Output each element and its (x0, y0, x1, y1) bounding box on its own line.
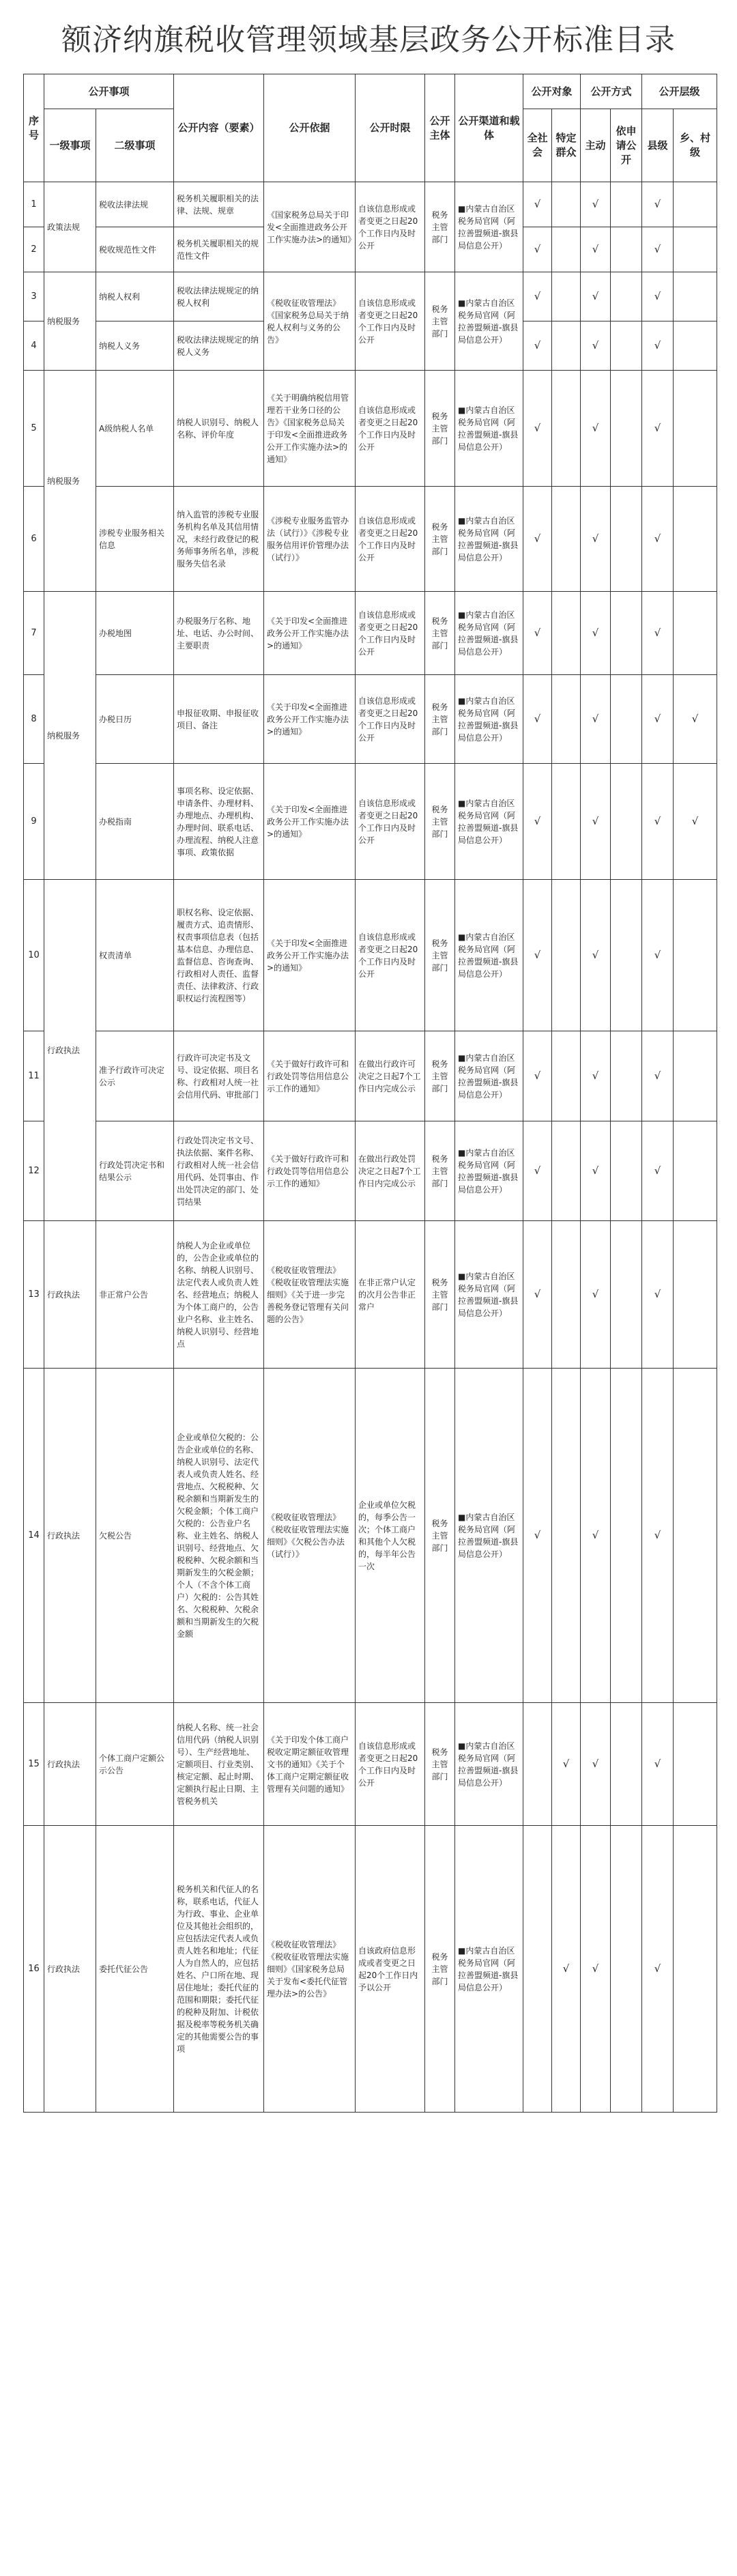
level-county-mark: √ (642, 321, 674, 371)
level-county-mark: √ (642, 1826, 674, 2113)
time-cell: 自该信息形成或者变更之日起20个工作日内及时公开 (356, 592, 425, 675)
subject-cell: 税务主管部门 (425, 592, 455, 675)
level-county-mark: √ (642, 371, 674, 487)
basis-cell: 《税收征收管理法》《国家税务总局关于纳税人权利与义务的公告》 (264, 272, 356, 371)
level-county-mark: √ (642, 1121, 674, 1221)
method-request-mark (611, 1826, 642, 2113)
obj-all-mark: √ (523, 675, 552, 764)
header-row-1 (24, 74, 717, 109)
level-town-mark (674, 1826, 717, 2113)
header-time: 公开时限 (356, 74, 425, 182)
subject-cell: 税务主管部门 (425, 1826, 455, 2113)
content-cell: 行政处罚决定书文号、执法依据、案件名称、行政相对人统一社会信用代码、处罚事由、作出处罚决定的部门、处罚结果 (174, 1121, 264, 1221)
obj-specific-mark: √ (552, 1703, 581, 1826)
channel-cell: ■内蒙古自治区税务局官网（阿拉善盟频道-旗县局信息公开） (455, 182, 523, 272)
time-cell: 自该政府信息形成或者变更之日起20个工作日内予以公开 (356, 1826, 425, 2113)
basis-cell: 《国家税务总局关于印发<全面推进政务公开工作实施办法>的通知》 (264, 182, 356, 272)
content-cell: 纳入监管的涉税专业服务机构名单及其信用情况，未经行政登记的税务师事务所名单，涉税服务失信名录 (174, 487, 264, 592)
obj-specific-mark (552, 880, 581, 1031)
method-active-mark: √ (581, 1121, 611, 1221)
content-cell: 职权名称、设定依据、履责方式、追责情形、权责事项信息表（包括基本信息、办理信息、监督信息、咨询查询、行政相对人责任、监督责任、法律救济、行政职权运行流程图等） (174, 880, 264, 1031)
table-row (24, 487, 717, 592)
obj-specific-mark (552, 592, 581, 675)
channel-cell: ■内蒙古自治区税务局官网（阿拉善盟频道-旗县局信息公开） (455, 1221, 523, 1369)
basis-cell: 《关于印发<全面推进政务公开工作实施办法>的通知》 (264, 592, 356, 675)
level2-item: 个体工商户定额公示公告 (96, 1703, 174, 1826)
level-town-mark (674, 272, 717, 321)
content-cell: 办税服务厅名称、地址、电话、办公时间、主要职责 (174, 592, 264, 675)
level-town-mark (674, 1121, 717, 1221)
obj-specific-mark (552, 487, 581, 592)
table-row (24, 880, 717, 1031)
time-cell: 自该信息形成或者变更之日起20个工作日内及时公开 (356, 675, 425, 764)
method-request-mark (611, 880, 642, 1031)
time-cell: 自该信息形成或者变更之日起20个工作日内及时公开 (356, 272, 425, 371)
obj-specific-mark (552, 1369, 581, 1703)
obj-all-mark: √ (523, 182, 552, 227)
level2-item: 税收规范性文件 (96, 227, 174, 272)
content-cell: 行政许可决定书及文号、设定依据、项目名称、行政相对人统一社会信用代码、审批部门 (174, 1031, 264, 1121)
table-row (24, 1121, 717, 1221)
row-number: 9 (24, 764, 44, 880)
header-level2: 二级事项 (96, 109, 174, 182)
catalog-table (23, 74, 717, 2113)
obj-specific-mark (552, 371, 581, 487)
level1-item: 行政执法 (44, 1369, 96, 1703)
channel-cell: ■内蒙古自治区税务局官网（阿拉善盟频道-旗县局信息公开） (455, 1031, 523, 1121)
header-subject: 公开主体 (425, 74, 455, 182)
level-county-mark: √ (642, 272, 674, 321)
method-active-mark: √ (581, 592, 611, 675)
method-active-mark: √ (581, 675, 611, 764)
obj-specific-mark (552, 272, 581, 321)
method-request-mark (611, 371, 642, 487)
obj-specific-mark: √ (552, 1826, 581, 2113)
time-cell: 企业或单位欠税的，每季公告一次；个体工商户和其他个人欠税的，每半年公告一次 (356, 1369, 425, 1703)
channel-cell: ■内蒙古自治区税务局官网（阿拉善盟频道-旗县局信息公开） (455, 1703, 523, 1826)
level-town-mark (674, 487, 717, 592)
method-request-mark (611, 1031, 642, 1121)
basis-cell: 《税收征收管理法》《税收征收管理法实施细则》《国家税务总局关于发布<委托代征管理办法>的公告》 (264, 1826, 356, 2113)
method-request-mark (611, 321, 642, 371)
channel-cell: ■内蒙古自治区税务局官网（阿拉善盟频道-旗县局信息公开） (455, 880, 523, 1031)
obj-all-mark: √ (523, 1369, 552, 1703)
level-town-mark (674, 321, 717, 371)
level1-item: 行政执法 (44, 1826, 96, 2113)
header-basis: 公开依据 (264, 74, 356, 182)
level-town-mark (674, 227, 717, 272)
basis-cell: 《税收征收管理法》《税收征收管理法实施细则》《欠税公告办法（试行）》 (264, 1369, 356, 1703)
time-cell: 在做出行政许可决定之日起7个工作日内完成公示 (356, 1031, 425, 1121)
obj-specific-mark (552, 764, 581, 880)
level1-item: 政策法规 (44, 182, 96, 272)
subject-cell: 税务主管部门 (425, 182, 455, 272)
method-active-mark: √ (581, 764, 611, 880)
level-county-mark: √ (642, 182, 674, 227)
header-content: 公开内容（要素） (174, 74, 264, 182)
level2-item: 非正常户公告 (96, 1221, 174, 1369)
channel-cell: ■内蒙古自治区税务局官网（阿拉善盟频道-旗县局信息公开） (455, 272, 523, 371)
level-town-mark (674, 1221, 717, 1369)
channel-cell: ■内蒙古自治区税务局官网（阿拉善盟频道-旗县局信息公开） (455, 675, 523, 764)
basis-cell: 《涉税专业服务监管办法（试行）》《涉税专业服务信用评价管理办法（试行）》 (264, 487, 356, 592)
method-request-mark (611, 227, 642, 272)
catalog-table-wrap (23, 74, 717, 2113)
table-row (24, 371, 717, 487)
content-cell: 税务机关履职相关的法律、法规、规章 (174, 182, 264, 227)
method-active-mark: √ (581, 880, 611, 1031)
level2-item: 行政处罚决定书和结果公示 (96, 1121, 174, 1221)
level1-item: 纳税服务 (44, 371, 96, 592)
basis-cell: 《关于印发个体工商户税收定期定额征收管理文书的通知》《关于个体工商户定期定额征收管理有关问题的通知》 (264, 1703, 356, 1826)
subject-cell: 税务主管部门 (425, 1121, 455, 1221)
table-row (24, 272, 717, 321)
level1-item: 纳税服务 (44, 592, 96, 880)
header-obj-all: 全社会 (523, 109, 552, 182)
row-number: 3 (24, 272, 44, 321)
level2-item: 纳税人权利 (96, 272, 174, 321)
obj-specific-mark (552, 1031, 581, 1121)
basis-cell: 《关于做好行政许可和行政处罚等信用信息公示工作的通知》 (264, 1121, 356, 1221)
level2-item: 准予行政许可决定公示 (96, 1031, 174, 1121)
header-method-active: 主动 (581, 109, 611, 182)
level-town-mark (674, 371, 717, 487)
method-active-mark: √ (581, 321, 611, 371)
obj-all-mark: √ (523, 272, 552, 321)
obj-all-mark: √ (523, 592, 552, 675)
level2-item: 办税日历 (96, 675, 174, 764)
method-request-mark (611, 487, 642, 592)
time-cell: 自该信息形成或者变更之日起20个工作日内及时公开 (356, 182, 425, 272)
level-town-mark (674, 182, 717, 227)
time-cell: 自该信息形成或者变更之日起20个工作日内及时公开 (356, 487, 425, 592)
table-row (24, 182, 717, 227)
row-number: 8 (24, 675, 44, 764)
subject-cell: 税务主管部门 (425, 764, 455, 880)
content-cell: 纳税人识别号、纳税人名称、评价年度 (174, 371, 264, 487)
level2-item: 欠税公告 (96, 1369, 174, 1703)
level-town-mark (674, 1703, 717, 1826)
time-cell: 自该信息形成或者变更之日起20个工作日内及时公开 (356, 371, 425, 487)
method-request-mark (611, 675, 642, 764)
level-county-mark: √ (642, 764, 674, 880)
obj-all-mark: √ (523, 1031, 552, 1121)
obj-all-mark: √ (523, 880, 552, 1031)
header-seq: 序号 (24, 74, 44, 182)
subject-cell: 税务主管部门 (425, 1703, 455, 1826)
obj-specific-mark (552, 227, 581, 272)
level1-item: 行政执法 (44, 880, 96, 1221)
basis-cell: 《关于印发<全面推进政务公开工作实施办法>的通知》 (264, 675, 356, 764)
table-row (24, 1221, 717, 1369)
method-request-mark (611, 764, 642, 880)
level-town-mark: √ (674, 764, 717, 880)
header-items-group: 公开事项 (44, 74, 174, 109)
row-number: 15 (24, 1703, 44, 1826)
level1-item: 纳税服务 (44, 272, 96, 371)
row-number: 4 (24, 321, 44, 371)
content-cell: 事项名称、设定依据、申请条件、办理材料、办理地点、办理机构、办理时间、联系电话、办理流程、纳税人注意事项、政策依据 (174, 764, 264, 880)
basis-cell: 《关于明确纳税信用管理若干业务口径的公告》《国家税务总局关于印发<全面推进政务公开工作实施办法>的通知》 (264, 371, 356, 487)
row-number: 11 (24, 1031, 44, 1121)
header-level1: 一级事项 (44, 109, 96, 182)
level2-item: 纳税人义务 (96, 321, 174, 371)
method-request-mark (611, 182, 642, 227)
table-row (24, 1369, 717, 1703)
table-row (24, 675, 717, 764)
header-level-group: 公开层级 (642, 74, 717, 109)
subject-cell: 税务主管部门 (425, 880, 455, 1031)
table-row (24, 1031, 717, 1121)
obj-all-mark (523, 1826, 552, 2113)
method-active-mark: √ (581, 227, 611, 272)
obj-specific-mark (552, 182, 581, 227)
content-cell: 税务机关和代征人的名称，联系电话，代征人为行政、事业、企业单位及其他社会组织的，应包括法定代表人或负责人姓名和地址；代征人为自然人的，应包括姓名、户口所在地、现居住地址；委托代征的范围和期限；委托代征的税种及附加、计税依据及税率等税务机关确定的其他需要公告的事项 (174, 1826, 264, 2113)
obj-all-mark: √ (523, 321, 552, 371)
method-request-mark (611, 1121, 642, 1221)
time-cell: 在做出行政处罚决定之日起7个工作日内完成公示 (356, 1121, 425, 1221)
content-cell: 纳税人为企业或单位的，公告企业或单位的名称、纳税人识别号、法定代表人或负责人姓名、经营地点；纳税人为个体工商户的，公告业户名称、业主姓名、纳税人识别号、经营地点 (174, 1221, 264, 1369)
time-cell: 在非正常户认定的次月公告非正常户 (356, 1221, 425, 1369)
row-number: 16 (24, 1826, 44, 2113)
header-channel: 公开渠道和载体 (455, 74, 523, 182)
time-cell: 自该信息形成或者变更之日起20个工作日内及时公开 (356, 1703, 425, 1826)
basis-cell: 《关于印发<全面推进政务公开工作实施办法>的通知》 (264, 880, 356, 1031)
obj-specific-mark (552, 1121, 581, 1221)
table-row (24, 592, 717, 675)
content-cell: 企业或单位欠税的：公告企业或单位的名称、纳税人识别号、法定代表人或负责人姓名、经营地点、欠税税种、欠税余额和当期新发生的欠税金额；个体工商户欠税的：公告业户名称、业主姓名、纳税人识别号、经营地点、欠税税种、欠税余额和当期新发生的欠税金额；个人（不含个体工商户）欠税的：公告其姓名、欠税税种、欠税余额和当期新发生的欠税金额 (174, 1369, 264, 1703)
obj-all-mark: √ (523, 371, 552, 487)
level2-item: 办税指南 (96, 764, 174, 880)
obj-all-mark: √ (523, 1221, 552, 1369)
method-active-mark: √ (581, 487, 611, 592)
method-active-mark: √ (581, 1369, 611, 1703)
content-cell: 税务机关履职相关的规范性文件 (174, 227, 264, 272)
level-county-mark: √ (642, 1369, 674, 1703)
header-method-group: 公开方式 (581, 74, 642, 109)
level-county-mark: √ (642, 1221, 674, 1369)
header-method-request: 依申请公开 (611, 109, 642, 182)
method-request-mark (611, 1369, 642, 1703)
row-number: 5 (24, 371, 44, 487)
method-request-mark (611, 272, 642, 321)
table-row (24, 1826, 717, 2113)
time-cell: 自该信息形成或者变更之日起20个工作日内及时公开 (356, 880, 425, 1031)
obj-all-mark: √ (523, 764, 552, 880)
method-request-mark (611, 1703, 642, 1826)
method-request-mark (611, 1221, 642, 1369)
obj-all-mark: √ (523, 487, 552, 592)
row-number: 7 (24, 592, 44, 675)
level-county-mark: √ (642, 675, 674, 764)
header-level-county: 县级 (642, 109, 674, 182)
time-cell: 自该信息形成或者变更之日起20个工作日内及时公开 (356, 764, 425, 880)
level-town-mark: √ (674, 675, 717, 764)
level-county-mark: √ (642, 487, 674, 592)
header-object-group: 公开对象 (523, 74, 581, 109)
subject-cell: 税务主管部门 (425, 487, 455, 592)
level-county-mark: √ (642, 227, 674, 272)
page-title: 额济纳旗税收管理领域基层政务公开标准目录 (61, 23, 676, 57)
level-county-mark: √ (642, 592, 674, 675)
level-town-mark (674, 880, 717, 1031)
method-active-mark: √ (581, 1703, 611, 1826)
table-row (24, 1703, 717, 1826)
level2-item: 委托代征公告 (96, 1826, 174, 2113)
subject-cell: 税务主管部门 (425, 675, 455, 764)
row-number: 12 (24, 1121, 44, 1221)
subject-cell: 税务主管部门 (425, 371, 455, 487)
subject-cell: 税务主管部门 (425, 1221, 455, 1369)
obj-all-mark: √ (523, 227, 552, 272)
basis-cell: 《关于做好行政许可和行政处罚等信用信息公示工作的通知》 (264, 1031, 356, 1121)
level2-item: A级纳税人名单 (96, 371, 174, 487)
method-active-mark: √ (581, 1826, 611, 2113)
header-obj-specific: 特定群众 (552, 109, 581, 182)
obj-specific-mark (552, 321, 581, 371)
channel-cell: ■内蒙古自治区税务局官网（阿拉善盟频道-旗县局信息公开） (455, 764, 523, 880)
row-number: 2 (24, 227, 44, 272)
content-cell: 纳税人名称、统一社会信用代码（纳税人识别号）、生产经营地址、定额项目、行业类别、核定定额、起止时期、定额执行起止日期、主管税务机关 (174, 1703, 264, 1826)
row-number: 13 (24, 1221, 44, 1369)
level1-item: 行政执法 (44, 1221, 96, 1369)
obj-specific-mark (552, 675, 581, 764)
channel-cell: ■内蒙古自治区税务局官网（阿拉善盟频道-旗县局信息公开） (455, 1121, 523, 1221)
obj-specific-mark (552, 1221, 581, 1369)
method-active-mark: √ (581, 1221, 611, 1369)
method-active-mark: √ (581, 182, 611, 227)
row-number: 14 (24, 1369, 44, 1703)
channel-cell: ■内蒙古自治区税务局官网（阿拉善盟频道-旗县局信息公开） (455, 487, 523, 592)
level-town-mark (674, 592, 717, 675)
content-cell: 申报征收期、申报征收项目、备注 (174, 675, 264, 764)
level1-item: 行政执法 (44, 1703, 96, 1826)
level-county-mark: √ (642, 1703, 674, 1826)
obj-all-mark: √ (523, 1121, 552, 1221)
level2-item: 权责清单 (96, 880, 174, 1031)
row-number: 10 (24, 880, 44, 1031)
subject-cell: 税务主管部门 (425, 1031, 455, 1121)
basis-cell: 《关于印发<全面推进政务公开工作实施办法>的通知》 (264, 764, 356, 880)
level2-item: 涉税专业服务相关信息 (96, 487, 174, 592)
row-number: 1 (24, 182, 44, 227)
method-active-mark: √ (581, 1031, 611, 1121)
content-cell: 税收法律法规规定的纳税人权利 (174, 272, 264, 321)
header-level-town: 乡、村级 (674, 109, 717, 182)
channel-cell: ■内蒙古自治区税务局官网（阿拉善盟频道-旗县局信息公开） (455, 592, 523, 675)
level2-item: 办税地图 (96, 592, 174, 675)
subject-cell: 税务主管部门 (425, 272, 455, 371)
method-request-mark (611, 592, 642, 675)
row-number: 6 (24, 487, 44, 592)
channel-cell: ■内蒙古自治区税务局官网（阿拉善盟频道-旗县局信息公开） (455, 1369, 523, 1703)
level-town-mark (674, 1369, 717, 1703)
content-cell: 税收法律法规规定的纳税人义务 (174, 321, 264, 371)
method-active-mark: √ (581, 371, 611, 487)
level-county-mark: √ (642, 880, 674, 1031)
obj-all-mark (523, 1703, 552, 1826)
level-county-mark: √ (642, 1031, 674, 1121)
level2-item: 税收法律法规 (96, 182, 174, 227)
table-row (24, 764, 717, 880)
subject-cell: 税务主管部门 (425, 1369, 455, 1703)
basis-cell: 《税收征收管理法》《税收征收管理法实施细则》《关于进一步完善税务登记管理有关问题的公告》 (264, 1221, 356, 1369)
channel-cell: ■内蒙古自治区税务局官网（阿拉善盟频道-旗县局信息公开） (455, 1826, 523, 2113)
level-town-mark (674, 1031, 717, 1121)
channel-cell: ■内蒙古自治区税务局官网（阿拉善盟频道-旗县局信息公开） (455, 371, 523, 487)
method-active-mark: √ (581, 272, 611, 321)
